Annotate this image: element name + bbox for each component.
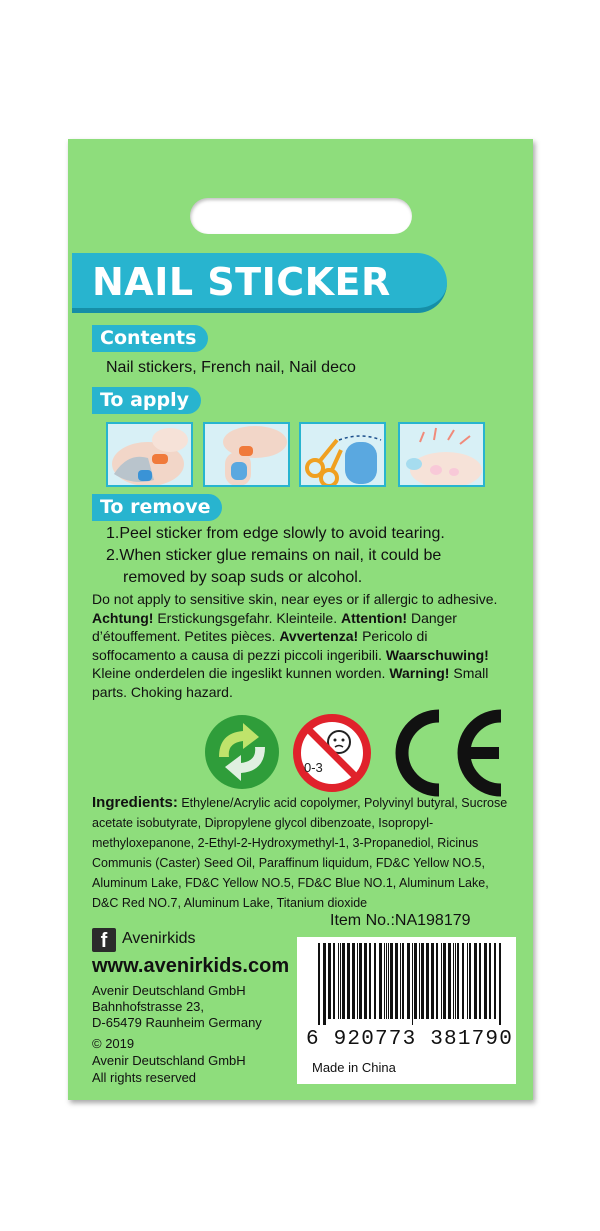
barcode-bar: [494, 943, 496, 1019]
warning-fr-text: Danger d’étouffement. Petites pièces.: [92, 609, 457, 644]
facebook-name: Avenirkids: [122, 930, 196, 947]
website-url[interactable]: www.avenirkids.com: [92, 955, 290, 977]
company-city: D-65479 Raunheim Germany: [92, 1015, 262, 1030]
warning-it-label: Avvertenza!: [279, 628, 359, 644]
barcode-bar: [499, 943, 501, 1025]
barcode-bar: [384, 943, 385, 1019]
barcode-bar: [414, 943, 417, 1019]
barcode-bar: [328, 943, 331, 1019]
ingredients-label: Ingredients:: [92, 794, 178, 811]
apply-step-3: [299, 422, 386, 487]
rights: All rights reserved: [92, 1070, 197, 1085]
barcode-bar: [453, 943, 454, 1019]
safety-warning: [92, 590, 512, 701]
barcode-bar: [426, 943, 429, 1019]
barcode-bar: [421, 943, 424, 1019]
barcode-bar: [431, 943, 434, 1019]
barcode-number: 6 920773 381790: [306, 1028, 514, 1051]
barcode-bar: [436, 943, 438, 1019]
company-street: Bahnhofstrasse 23,: [92, 999, 205, 1014]
ingredients-text: Ethylene/Acrylic acid copolymer, Polyvinyl butyral, Sucrose acetate isobutyrate, Dipropylene glycol dibenzoate, Isopropyl-methyloxepanone, 2-Ethyl-2-Hydroxymethyl-1, 3-Propanediol, Ricinus Communis (Caster) Seed Oil, Paraffinum liquidum, FD&C Yellow NO.5, Aluminum Lake, FD&C Yellow NO.5, FD&C Blue NO.1, Aluminum Lake, D&C Red NO.7, Aluminum Lake, Titanium dioxide: [92, 796, 508, 910]
warning-text: Do not apply to sensitive skin, near eyes or if allergic to adhesive.: [92, 591, 498, 607]
barcode-bar: [412, 943, 413, 1025]
barcode-bar: [484, 943, 487, 1019]
barcode-bar: [364, 943, 367, 1019]
warning-de-label: Achtung!: [92, 609, 154, 626]
barcode-bar: [457, 943, 459, 1019]
apply-step-1: [106, 422, 193, 487]
warning-nl-label: Waarschuwing!: [385, 646, 489, 663]
remove-step-2: 2.When sticker glue remains on nail, it could be: [106, 547, 442, 564]
barcode-bar: [407, 943, 410, 1019]
company-name: Avenir Deutschland GmbH: [92, 983, 246, 998]
barcode-bar: [318, 943, 320, 1025]
barcode-bar: [469, 943, 471, 1019]
barcode-bar: [374, 943, 376, 1019]
remove-step-2-cont: removed by soap suds or alcohol.: [123, 569, 363, 586]
finished-nails-icon: [400, 424, 485, 487]
ce-mark-icon: [385, 708, 511, 798]
barcode-bar: [342, 943, 345, 1019]
barcode-bar: [400, 943, 401, 1019]
barcode-bar: [455, 943, 456, 1019]
country-of-origin: Made in China: [312, 1060, 396, 1075]
age-warning-icon: [291, 712, 373, 794]
barcode-bar: [443, 943, 446, 1019]
trim-sticker-icon: [301, 424, 386, 487]
hang-hole: [190, 198, 412, 234]
barcode-bar: [369, 943, 371, 1019]
barcode-bar: [462, 943, 464, 1019]
barcode-bar: [323, 943, 326, 1025]
barcode-bar: [340, 943, 341, 1019]
barcode-bar: [359, 943, 362, 1019]
contents-label: Contents: [92, 325, 208, 352]
barcode-bar: [489, 943, 491, 1019]
warning-de-text: Erstickungsgefahr. Kleinteile.: [157, 609, 338, 626]
warning-en-label: Warning!: [389, 665, 450, 681]
remove-label: To remove: [92, 494, 222, 521]
barcode-bar: [333, 943, 335, 1019]
recycle-icon: [203, 713, 281, 791]
barcode-bar: [352, 943, 355, 1019]
barcode-bar: [386, 943, 387, 1019]
barcode-bar: [467, 943, 468, 1019]
peel-sticker-icon: [108, 424, 193, 487]
company-name-2: Avenir Deutschland GmbH: [92, 1053, 246, 1068]
warning-en-text: Small parts. Choking hazard.: [92, 665, 489, 700]
remove-instructions: [106, 523, 526, 589]
barcode-bar: [441, 943, 442, 1019]
barcode-bar: [388, 943, 389, 1019]
warning-fr-label: Attention!: [340, 609, 408, 626]
barcode-bar: [402, 943, 404, 1019]
warning-nl-text: Kleine onderdelen die ingeslikt kunnen worden.: [92, 665, 386, 681]
press-on-nail-icon: [205, 424, 290, 487]
contents-text: Nail stickers, French nail, Nail deco: [106, 359, 356, 376]
copyright: © 2019: [92, 1036, 135, 1051]
ingredients: [92, 793, 512, 913]
apply-label: To apply: [92, 387, 201, 414]
apply-step-2: [203, 422, 290, 487]
barcode-bar: [419, 943, 420, 1019]
warning-it-text: Pericolo di soffocamento a causa di pezzi piccoli ingeribili.: [92, 628, 428, 663]
barcode: [316, 943, 506, 1025]
barcode-bar: [379, 943, 382, 1019]
barcode-bar: [390, 943, 393, 1019]
barcode-bar: [479, 943, 481, 1019]
barcode-bar: [474, 943, 477, 1019]
product-title: NAIL STICKER: [92, 260, 391, 304]
apply-step-4: [398, 422, 485, 487]
facebook-icon: f: [92, 928, 116, 952]
barcode-bar: [347, 943, 350, 1019]
barcode-bar: [338, 943, 339, 1019]
barcode-bar: [395, 943, 398, 1019]
remove-step-1: 1.Peel sticker from edge slowly to avoid tearing.: [106, 525, 445, 542]
age-range-label: 0-3: [304, 760, 323, 775]
item-number: Item No.:NA198179: [330, 912, 471, 929]
barcode-bar: [357, 943, 358, 1019]
barcode-bar: [448, 943, 451, 1019]
